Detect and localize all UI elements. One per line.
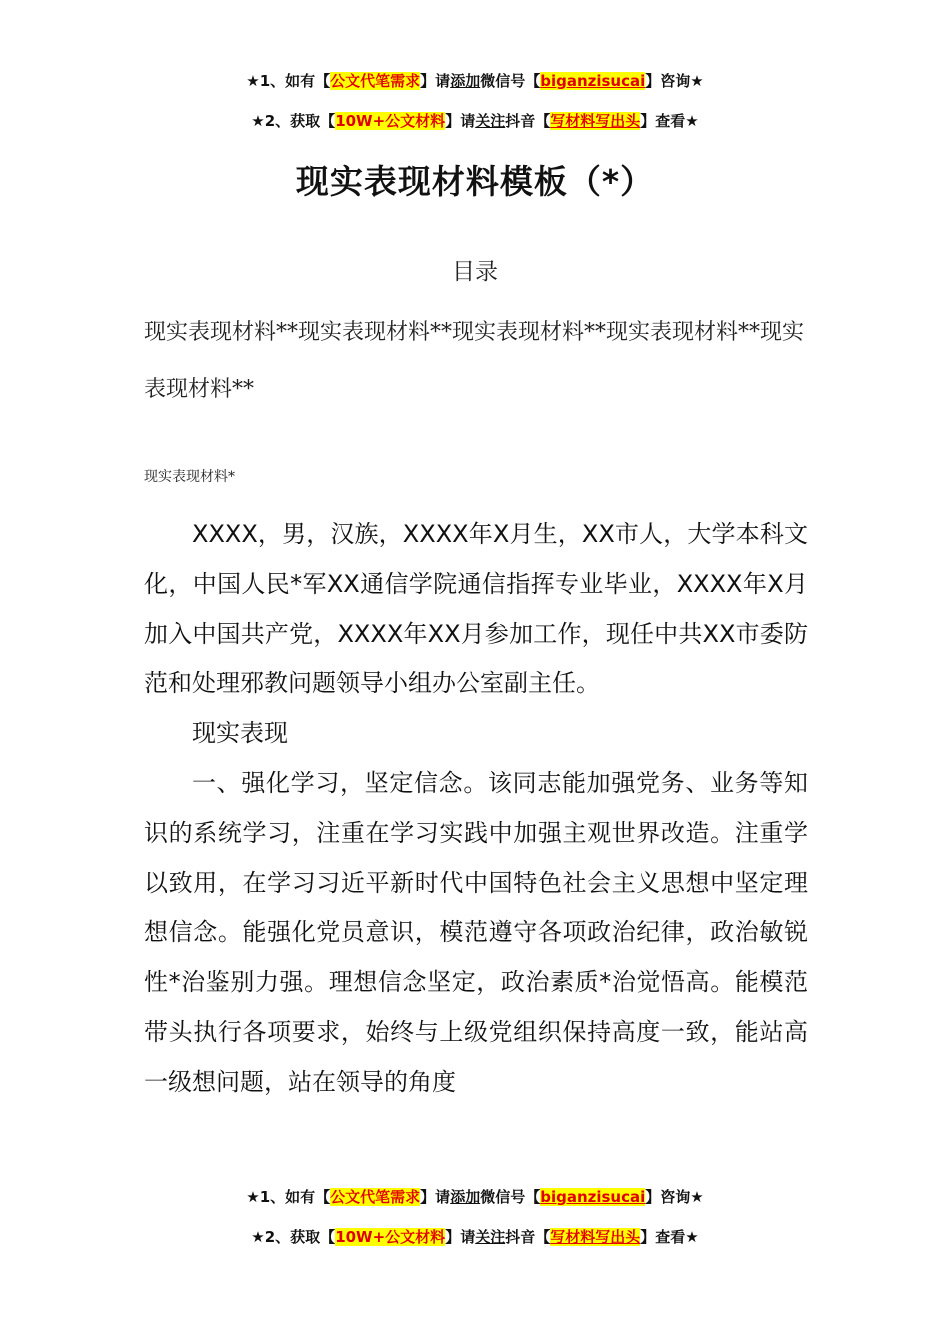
promo-text: 抖音【 [505, 1228, 551, 1246]
promo-text: 】请 [445, 112, 476, 130]
section-heading: 现实表现材料* [144, 469, 235, 485]
douyin-id-highlight: 写材料写出头 [550, 1228, 641, 1246]
document-body [144, 510, 808, 1108]
promo-text: 】请 [420, 72, 451, 90]
promo-line-1-bottom [0, 1187, 950, 1207]
douyin-id-highlight: 写材料写出头 [550, 112, 641, 130]
toc-entries: 现实表现材料**现实表现材料**现实表现材料**现实表现材料**现实表现材料** [144, 320, 805, 402]
promo-prefix: ★2、获取【 [251, 112, 336, 130]
promo-highlight: 10W+公文材料 [335, 112, 446, 130]
promo-suffix: 】咨询★ [645, 72, 704, 90]
toc-heading: 目录 [452, 259, 498, 285]
paragraph-study: 一、强化学习，坚定信念。该同志能加强党务、业务等知识的系统学习，注重在学习实践中加强主观世界改造。注重学以致用，在学习习近平新时代中国特色社会主义思想中坚定理想信念。能强化党员意识，模范遵守各项政治纪律，政治敏锐性*治鉴别力强。理想信念坚定，政治素质*治觉悟高。能模范带头执行各项要求，始终与上级党组织保持高度一致，能站高一级想问题，站在领导的角度 [144, 768, 808, 1096]
promo-prefix: ★2、获取【 [251, 1228, 336, 1246]
promo-text: 抖音【 [505, 112, 551, 130]
promo-text: 】请 [420, 1188, 451, 1206]
promo-highlight: 公文代笔需求 [330, 72, 421, 90]
promo-suffix: 】查看★ [640, 1228, 699, 1246]
paragraph-subheading: 现实表现 [192, 719, 288, 748]
document-title: 现实表现材料模板（*） [295, 162, 655, 201]
wechat-id-highlight: biganzisucai [540, 1188, 646, 1206]
promo-suffix: 】咨询★ [645, 1188, 704, 1206]
promo-line-1-top [0, 71, 950, 91]
promo-underlined: 添加 [450, 1188, 481, 1206]
promo-underlined: 关注 [475, 112, 506, 130]
promo-prefix: ★1、如有【 [246, 1188, 331, 1206]
promo-line-2-top [0, 111, 950, 131]
wechat-id-highlight: biganzisucai [540, 72, 646, 90]
promo-line-2-bottom [0, 1227, 950, 1247]
promo-underlined: 添加 [450, 72, 481, 90]
promo-text: 】请 [445, 1228, 476, 1246]
promo-text: 微信号【 [480, 1188, 541, 1206]
promo-highlight: 10W+公文材料 [335, 1228, 446, 1246]
promo-suffix: 】查看★ [640, 112, 699, 130]
promo-highlight: 公文代笔需求 [330, 1188, 421, 1206]
paragraph-profile: XXXX，男，汉族，XXXX年X月生，XX市人，大学本科文化，中国人民*军XX通信学院通信指挥专业毕业，XXXX年X月加入中国共产党，XXXX年XX月参加工作，现任中共XX市委防范和处理邪教问题领导小组办公室副主任。 [144, 520, 808, 698]
promo-text: 微信号【 [480, 72, 541, 90]
promo-underlined: 关注 [475, 1228, 506, 1246]
promo-prefix: ★1、如有【 [246, 72, 331, 90]
